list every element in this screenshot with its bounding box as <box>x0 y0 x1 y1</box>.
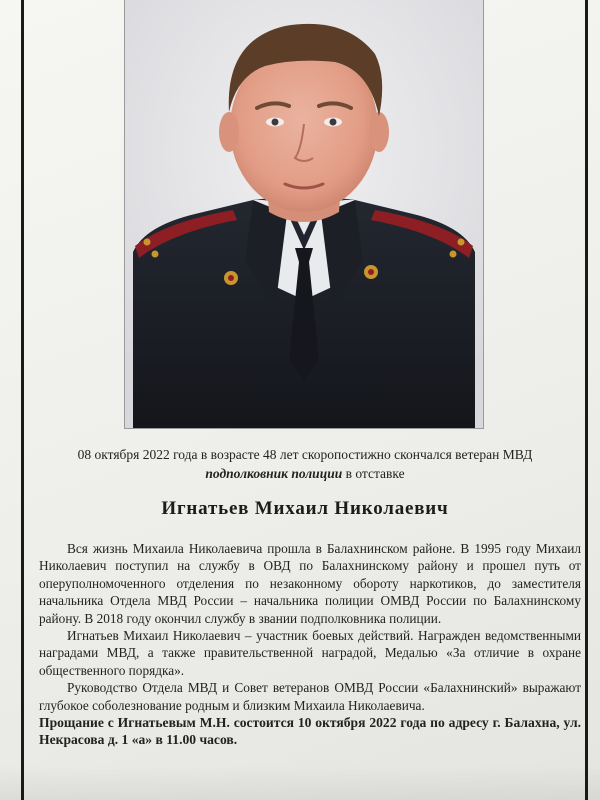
portrait-photo <box>124 0 484 429</box>
right-frame-line <box>585 0 588 800</box>
deceased-name: Игнатьев Михаил Николаевич <box>161 498 449 519</box>
biography-paragraph-awards: Игнатьев Михаил Николаевич – участник боевых действий. Награжден ведомственными наградами МВД, а также правительственной наградой, Медалью «За отличие в охране общественного порядка». <box>39 628 581 678</box>
portrait-illustration <box>125 0 483 428</box>
biography-paragraph-career: Вся жизнь Михаила Николаевича прошла в Балахнинском районе. В 1995 году Михаил Николаевич поступил на службу в ОВД по Балахнинскому району и прошел путь от оперуполномоченного отделения по незаконному обороту наркотиков, до заместителя начальника Отдела МВД России – начальника полиции ОМВД России по Балахнинскому району. В 2018 году окончил службу в звании подполковника полиции. <box>39 541 581 626</box>
biography-text <box>39 540 581 749</box>
paper-shadow <box>0 765 600 800</box>
farewell-announcement: Прощание с Игнатьевым М.Н. состоится 10 октября 2022 года по адресу г. Балахна, ул. Некрасова д. 1 «а» в 11.00 часов. <box>39 715 581 748</box>
left-frame-line <box>21 0 24 800</box>
rank-suffix: в отставке <box>342 466 405 481</box>
death-announcement-line: 08 октября 2022 года в возрасте 48 лет скоропостижно скончался ветеран МВД <box>77 447 533 462</box>
rank-text: подполковник полиции <box>205 466 343 481</box>
condolences-paragraph: Руководство Отдела МВД и Совет ветеранов ОМВД России «Балахнинский» выражают глубокое соболезнование родным и близким Михаила Николаевича. <box>39 680 581 713</box>
rank-line <box>30 464 580 483</box>
